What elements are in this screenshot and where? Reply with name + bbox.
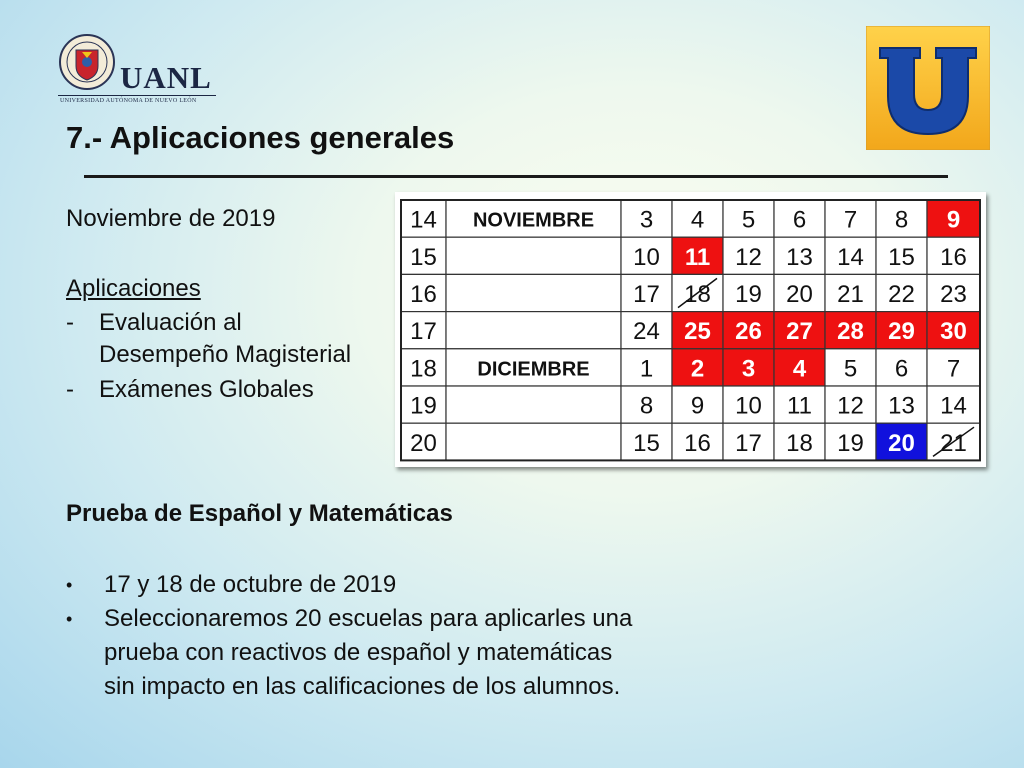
week-number: 14 [410,206,437,234]
month-label: NOVIEMBRE [472,209,595,232]
week-number: 16 [410,281,437,308]
applications-heading: Aplicaciones [66,275,201,302]
slide-title: 7.- Aplicaciones generales [66,120,455,155]
day-number: 13 [786,243,813,271]
uanl-logo [58,32,233,107]
bullet-text-continued: prueba con reactivos de español y matemáticas [104,639,613,666]
week-number: 20 [410,429,437,457]
day-number: 3 [639,206,654,234]
month-cell [446,386,621,423]
dash-marker: - [66,376,74,403]
day-number: 13 [888,392,915,420]
month-cell [446,274,621,311]
bullet-text-continued: sin impacto en las calificaciones de los alumnos. [104,673,621,700]
day-number: 20 [888,429,915,457]
day-number: 7 [843,206,858,234]
day-number: 7 [946,355,961,383]
day-number: 18 [684,281,711,308]
day-number: 9 [690,392,705,420]
week-number: 17 [410,318,437,346]
logo-divider [58,95,216,96]
u-badge-logo [866,26,990,150]
day-number: 15 [888,243,915,271]
day-number: 14 [940,392,967,420]
day-number: 17 [633,281,660,308]
application-item-text-continued: Desempeño Magisterial [99,341,352,368]
day-number: 25 [684,318,711,346]
uanl-subtitle: UNIVERSIDAD AUTÓNOMA DE NUEVO LEÓN [60,98,197,104]
week-number: 18 [410,355,437,383]
day-number: 21 [940,429,967,457]
slide-subtitle: Noviembre de 2019 [66,205,276,232]
application-item-text: Exámenes Globales [99,376,314,403]
day-number: 14 [837,243,864,271]
title-underline [84,175,948,178]
bullet-marker: • [66,609,73,629]
day-number: 30 [940,318,967,346]
week-number: 15 [410,243,437,271]
calendar-table [395,192,986,467]
month-cell [446,312,621,349]
month-cell [446,423,621,460]
week-number: 19 [410,392,437,420]
month-label: DICIEMBRE [477,358,590,381]
bullet-marker: • [66,575,73,595]
day-number: 18 [786,429,813,457]
day-number: 19 [735,281,762,308]
bullet-text: 17 y 18 de octubre de 2019 [104,571,397,598]
day-number: 11 [684,243,711,271]
day-number: 16 [684,429,711,457]
day-number: 27 [786,318,813,346]
day-number: 26 [735,318,762,346]
day-number: 12 [837,392,864,420]
day-number: 19 [837,429,864,457]
day-number: 2 [690,355,705,383]
day-number: 6 [792,206,807,234]
application-item-text: Evaluación al [99,309,242,336]
day-number: 17 [735,429,762,457]
day-number: 8 [639,392,654,420]
day-number: 10 [735,392,762,420]
day-number: 21 [837,281,864,308]
day-number: 11 [787,392,812,420]
day-number: 12 [735,243,762,271]
day-number: 10 [633,243,660,271]
day-number: 6 [894,355,909,383]
day-number: 4 [792,355,807,383]
day-number: 23 [940,281,967,308]
prueba-heading: Prueba de Español y Matemáticas [66,500,453,527]
day-number: 28 [837,318,864,346]
day-number: 5 [741,206,756,234]
day-number: 22 [888,281,915,308]
day-number: 20 [786,281,813,308]
day-number: 5 [843,355,858,383]
day-number: 15 [633,429,660,457]
day-number: 24 [633,318,660,346]
day-number: 1 [639,355,654,383]
day-number: 16 [940,243,967,271]
day-number: 4 [690,206,705,234]
day-number: 8 [894,206,909,234]
university-seal-icon [58,32,116,92]
dash-marker: - [66,309,74,336]
uanl-wordmark: UANL [120,60,212,95]
bullet-text: Seleccionaremos 20 escuelas para aplicarles una [104,605,633,632]
day-number: 29 [888,318,915,346]
month-cell [446,237,621,274]
day-number: 9 [946,206,961,234]
u-letter-icon [866,26,990,150]
day-number: 3 [741,355,756,383]
